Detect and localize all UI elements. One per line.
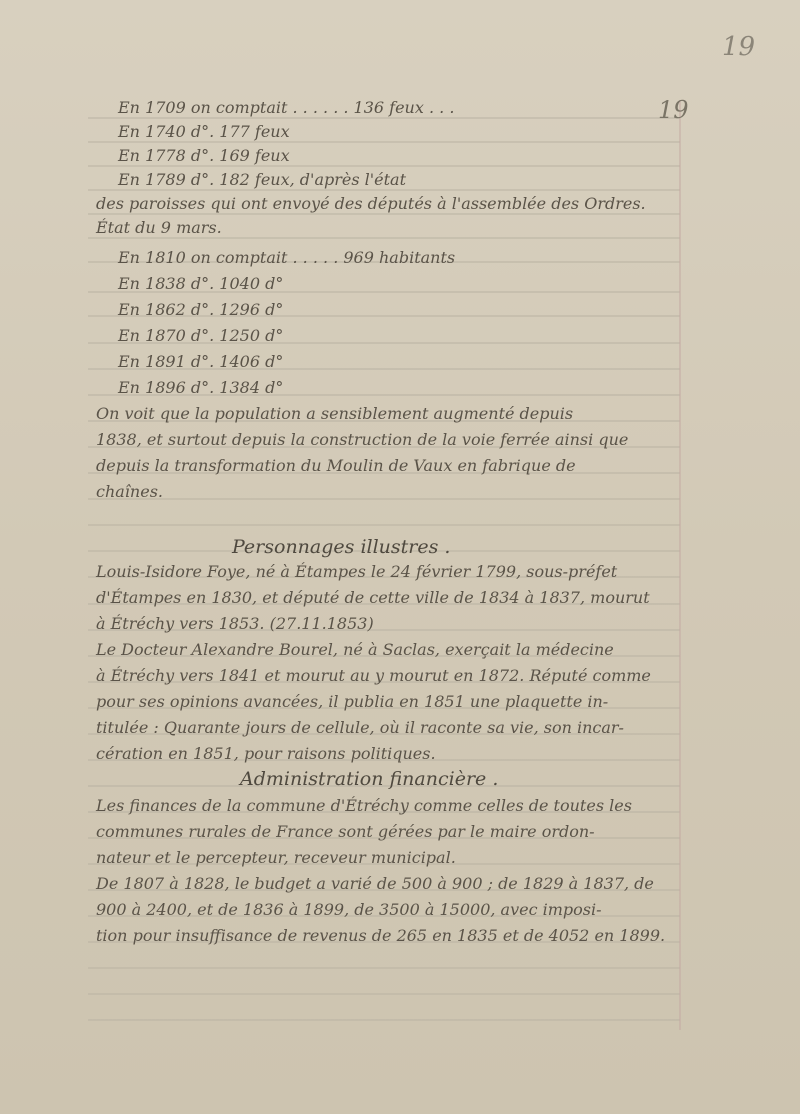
text-line: titulée : Quarante jours de cellule, où il raconte sa vie, son incar- <box>96 718 624 737</box>
text-line: En 1810 on comptait . . . . . 969 habitants <box>118 248 456 267</box>
text-line: En 1778 d°. 169 feux <box>118 146 290 165</box>
text-line: tion pour insuffisance de revenus de 265 en 1835 et de 4052 en 1899. <box>96 926 666 945</box>
text-line: En 1896 d°. 1384 d° <box>118 378 284 397</box>
text-line: En 1740 d°. 177 feux <box>118 122 290 141</box>
text-line: En 1838 d°. 1040 d° <box>118 274 284 293</box>
text-line: à Étréchy vers 1853. (27.11.1853) <box>96 614 374 633</box>
text-line: cération en 1851, pour raisons politiques. <box>96 744 436 763</box>
text-line: 1838, et surtout depuis la construction de la voie ferrée ainsi que <box>96 430 629 449</box>
text-line: pour ses opinions avancées, il publia en 1851 une plaquette in- <box>96 692 609 711</box>
text-line: à Étréchy vers 1841 et mourut au y mourut en 1872. Réputé comme <box>96 666 651 685</box>
text-line: En 1891 d°. 1406 d° <box>118 352 284 371</box>
heading-personnages: Personnages illustres . <box>232 536 451 558</box>
text-line: Louis-Isidore Foye, né à Étampes le 24 février 1799, sous-préfet <box>96 562 618 581</box>
text-line: En 1709 on comptait . . . . . . 136 feux . . . <box>118 98 455 117</box>
corner-mark: 19 <box>722 32 756 62</box>
text-line: communes rurales de France sont gérées par le maire ordon- <box>96 822 595 841</box>
text-line: De 1807 à 1828, le budget a varié de 500 à 900 ; de 1829 à 1837, de <box>96 874 654 893</box>
text-line: Le Docteur Alexandre Bourel, né à Saclas, exerçait la médecine <box>96 640 614 659</box>
heading-administration: Administration financière . <box>240 768 499 790</box>
text-line: chaînes. <box>96 482 163 501</box>
text-line: nateur et le percepteur, receveur municipal. <box>96 848 456 867</box>
text-line: En 1789 d°. 182 feux, d'après l'état <box>118 170 407 189</box>
text-line: des paroisses qui ont envoyé des députés à l'assemblée des Ordres. <box>96 194 646 213</box>
text-line: En 1870 d°. 1250 d° <box>118 326 284 345</box>
text-line: d'Étampes en 1830, et député de cette ville de 1834 à 1837, mourut <box>96 588 650 607</box>
text-line: On voit que la population a sensiblement augmenté depuis <box>96 404 574 423</box>
text-line: Les finances de la commune d'Étréchy comme celles de toutes les <box>96 796 632 815</box>
text-line: 900 à 2400, et de 1836 à 1899, de 3500 à 15000, avec imposi- <box>96 900 602 919</box>
page-number: 19 <box>658 96 689 124</box>
text-line: État du 9 mars. <box>96 218 222 237</box>
text-line: En 1862 d°. 1296 d° <box>118 300 284 319</box>
text-line: depuis la transformation du Moulin de Vaux en fabrique de <box>96 456 576 475</box>
